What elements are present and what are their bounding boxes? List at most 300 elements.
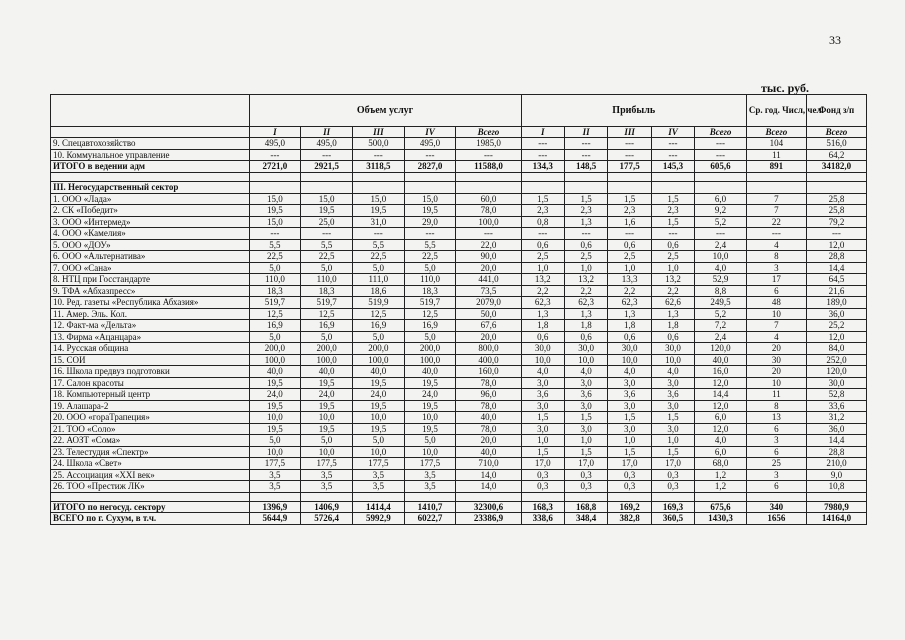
table-row bbox=[51, 331, 867, 343]
value-cell: 2,3 bbox=[564, 205, 607, 217]
value-cell: 12,5 bbox=[352, 308, 404, 320]
value-cell: 891 bbox=[746, 161, 806, 173]
value-cell: 148,5 bbox=[564, 161, 607, 173]
value-cell: 1,0 bbox=[521, 262, 564, 274]
empty-cell bbox=[249, 172, 301, 181]
value-cell: 25,0 bbox=[301, 216, 353, 228]
value-cell: 16,9 bbox=[249, 320, 301, 332]
value-cell: 1,5 bbox=[608, 412, 651, 424]
value-cell: 13,2 bbox=[651, 274, 694, 286]
value-cell: 0,6 bbox=[521, 239, 564, 251]
header-avg-count: Ср. год. Числ, чел. bbox=[746, 95, 806, 127]
value-cell: 22 bbox=[746, 216, 806, 228]
value-cell: 20,0 bbox=[456, 262, 521, 274]
value-cell: 9,0 bbox=[806, 469, 866, 481]
value-cell: 800,0 bbox=[456, 343, 521, 355]
table-row bbox=[51, 205, 867, 217]
value-cell: 18,3 bbox=[249, 285, 301, 297]
table-row bbox=[51, 262, 867, 274]
empty-cell bbox=[249, 181, 301, 193]
value-cell: 360,5 bbox=[651, 513, 694, 525]
empty-cell bbox=[695, 172, 747, 181]
row-label: 14. Русская община bbox=[51, 343, 250, 355]
value-cell: 1,3 bbox=[564, 216, 607, 228]
value-cell: 10,0 bbox=[249, 412, 301, 424]
value-cell: 1,8 bbox=[521, 320, 564, 332]
value-cell: 73,5 bbox=[456, 285, 521, 297]
value-cell: --- bbox=[651, 228, 694, 240]
value-cell: 28,8 bbox=[806, 251, 866, 263]
value-cell: 7 bbox=[746, 320, 806, 332]
value-cell: 1,0 bbox=[608, 262, 651, 274]
value-cell: 200,0 bbox=[249, 343, 301, 355]
value-cell: 177,5 bbox=[301, 458, 353, 470]
value-cell: 3,0 bbox=[608, 423, 651, 435]
value-cell: 62,3 bbox=[564, 297, 607, 309]
value-cell: 1,3 bbox=[651, 308, 694, 320]
value-cell: 2,2 bbox=[521, 285, 564, 297]
value-cell: 19,5 bbox=[301, 423, 353, 435]
value-cell: 17,0 bbox=[521, 458, 564, 470]
value-cell: 19,5 bbox=[301, 205, 353, 217]
row-label: 25. Ассоциация «XXI век» bbox=[51, 469, 250, 481]
table-row bbox=[51, 149, 867, 161]
value-cell: 5,2 bbox=[695, 308, 747, 320]
empty-cell bbox=[352, 181, 404, 193]
value-cell: 16,9 bbox=[352, 320, 404, 332]
value-cell: --- bbox=[695, 138, 747, 150]
value-cell: 519,7 bbox=[404, 297, 456, 309]
value-cell: 0,6 bbox=[564, 239, 607, 251]
table-row bbox=[51, 216, 867, 228]
value-cell: 5,0 bbox=[352, 331, 404, 343]
value-cell: 145,3 bbox=[651, 161, 694, 173]
value-cell: 134,3 bbox=[521, 161, 564, 173]
header-profit: Прибыль bbox=[521, 95, 746, 127]
value-cell: 3,5 bbox=[352, 481, 404, 493]
value-cell: 20 bbox=[746, 343, 806, 355]
value-cell: 10,0 bbox=[651, 354, 694, 366]
value-cell: 1,0 bbox=[608, 435, 651, 447]
value-cell: 5,0 bbox=[301, 262, 353, 274]
value-cell: 110,0 bbox=[301, 274, 353, 286]
table-row bbox=[51, 354, 867, 366]
value-cell: 5,0 bbox=[404, 331, 456, 343]
value-cell: 64,5 bbox=[806, 274, 866, 286]
value-cell: --- bbox=[564, 138, 607, 150]
subheader-cell: I bbox=[521, 127, 564, 138]
value-cell: 17 bbox=[746, 274, 806, 286]
value-cell: 48 bbox=[746, 297, 806, 309]
subheader-cell: Всего bbox=[806, 127, 866, 138]
value-cell: 495,0 bbox=[249, 138, 301, 150]
value-cell: 1410,7 bbox=[404, 501, 456, 513]
value-cell: 2,2 bbox=[564, 285, 607, 297]
value-cell: 6 bbox=[746, 285, 806, 297]
value-cell: 8 bbox=[746, 400, 806, 412]
empty-cell bbox=[608, 492, 651, 501]
value-cell: --- bbox=[651, 149, 694, 161]
value-cell: 18,3 bbox=[301, 285, 353, 297]
value-cell: 18,3 bbox=[404, 285, 456, 297]
value-cell: 5,5 bbox=[404, 239, 456, 251]
row-label: 10. Ред. газеты «Республика Абхазия» bbox=[51, 297, 250, 309]
value-cell: 111,0 bbox=[352, 274, 404, 286]
total-row bbox=[51, 513, 867, 525]
value-cell: 6 bbox=[746, 446, 806, 458]
value-cell: 0,6 bbox=[651, 331, 694, 343]
value-cell: 33,6 bbox=[806, 400, 866, 412]
header-fund: Фонд з/п bbox=[806, 95, 866, 127]
value-cell: 7 bbox=[746, 205, 806, 217]
empty-cell bbox=[608, 181, 651, 193]
table-row bbox=[51, 343, 867, 355]
value-cell: 3,6 bbox=[608, 389, 651, 401]
value-cell: 177,5 bbox=[249, 458, 301, 470]
row-label: 3. ООО «Интермед» bbox=[51, 216, 250, 228]
table-row bbox=[51, 138, 867, 150]
value-cell: 84,0 bbox=[806, 343, 866, 355]
row-label: 12. Факт-ма «Дельта» bbox=[51, 320, 250, 332]
subheader-cell: II bbox=[301, 127, 353, 138]
value-cell: 495,0 bbox=[404, 138, 456, 150]
row-label: 22. АОЗТ «Сома» bbox=[51, 435, 250, 447]
value-cell: 110,0 bbox=[249, 274, 301, 286]
empty-cell bbox=[456, 172, 521, 181]
value-cell: --- bbox=[521, 228, 564, 240]
row-label: ИТОГО по негосуд. сектору bbox=[51, 501, 250, 513]
subheader-cell: II bbox=[564, 127, 607, 138]
value-cell: 6 bbox=[746, 423, 806, 435]
value-cell: 1,0 bbox=[564, 262, 607, 274]
row-label: 20. ООО «гораТрапеция» bbox=[51, 412, 250, 424]
value-cell: 500,0 bbox=[352, 138, 404, 150]
value-cell: 10,0 bbox=[608, 354, 651, 366]
row-label: 24. Школа «Свет» bbox=[51, 458, 250, 470]
header-empty-cell bbox=[51, 95, 250, 127]
value-cell: 200,0 bbox=[352, 343, 404, 355]
row-label: 16. Школа предвуз подготовки bbox=[51, 366, 250, 378]
value-cell: 7980,9 bbox=[806, 501, 866, 513]
value-cell: 0,3 bbox=[521, 481, 564, 493]
value-cell: 2827,0 bbox=[404, 161, 456, 173]
value-cell: 14,4 bbox=[806, 262, 866, 274]
value-cell: 340 bbox=[746, 501, 806, 513]
value-cell: 1414,4 bbox=[352, 501, 404, 513]
value-cell: --- bbox=[521, 138, 564, 150]
row-label: 10. Коммунальное управление bbox=[51, 149, 250, 161]
value-cell: 13,3 bbox=[608, 274, 651, 286]
value-cell: 0,6 bbox=[608, 239, 651, 251]
value-cell: 16,9 bbox=[404, 320, 456, 332]
value-cell: --- bbox=[806, 228, 866, 240]
value-cell: 24,0 bbox=[404, 389, 456, 401]
value-cell: 40,0 bbox=[352, 366, 404, 378]
empty-cell bbox=[746, 172, 806, 181]
value-cell: 3,6 bbox=[521, 389, 564, 401]
value-cell: 160,0 bbox=[456, 366, 521, 378]
value-cell: 0,3 bbox=[564, 469, 607, 481]
value-cell: --- bbox=[608, 149, 651, 161]
subheader-row bbox=[51, 127, 867, 138]
empty-cell bbox=[456, 492, 521, 501]
value-cell: 14164,0 bbox=[806, 513, 866, 525]
value-cell: 19,5 bbox=[249, 400, 301, 412]
value-cell: 5,2 bbox=[695, 216, 747, 228]
value-cell: 24,0 bbox=[249, 389, 301, 401]
value-cell: 40,0 bbox=[456, 446, 521, 458]
value-cell: 10 bbox=[746, 377, 806, 389]
value-cell: 13,2 bbox=[564, 274, 607, 286]
blank-row bbox=[51, 172, 867, 181]
value-cell: 19,5 bbox=[404, 423, 456, 435]
value-cell: 31,0 bbox=[352, 216, 404, 228]
subheader-cell: IV bbox=[651, 127, 694, 138]
value-cell: 1,3 bbox=[521, 308, 564, 320]
empty-cell bbox=[746, 492, 806, 501]
value-cell: 5,5 bbox=[301, 239, 353, 251]
value-cell: 120,0 bbox=[695, 343, 747, 355]
value-cell: 1,0 bbox=[651, 262, 694, 274]
value-cell: 3,0 bbox=[521, 423, 564, 435]
value-cell: 2,2 bbox=[651, 285, 694, 297]
value-cell: 6,0 bbox=[695, 446, 747, 458]
value-cell: 168,3 bbox=[521, 501, 564, 513]
value-cell: 3,0 bbox=[521, 400, 564, 412]
value-cell: 13,2 bbox=[521, 274, 564, 286]
row-label: 26. ТОО «Престиж ЛК» bbox=[51, 481, 250, 493]
empty-cell bbox=[404, 181, 456, 193]
value-cell: 5,0 bbox=[404, 435, 456, 447]
value-cell: --- bbox=[456, 149, 521, 161]
value-cell: 16,0 bbox=[695, 366, 747, 378]
value-cell: 1,5 bbox=[564, 446, 607, 458]
value-cell: 30,0 bbox=[521, 343, 564, 355]
unit-label: тыс. руб. bbox=[761, 81, 809, 95]
value-cell: 168,8 bbox=[564, 501, 607, 513]
value-cell: 249,5 bbox=[695, 297, 747, 309]
empty-cell bbox=[51, 172, 250, 181]
value-cell: 10,0 bbox=[404, 412, 456, 424]
value-cell: 79,2 bbox=[806, 216, 866, 228]
table-row bbox=[51, 481, 867, 493]
value-cell: 12,0 bbox=[695, 423, 747, 435]
table-row bbox=[51, 400, 867, 412]
value-cell: 210,0 bbox=[806, 458, 866, 470]
row-label: 6. ООО «Альтернатива» bbox=[51, 251, 250, 263]
value-cell: 2,5 bbox=[521, 251, 564, 263]
value-cell: 1,5 bbox=[608, 193, 651, 205]
value-cell: 14,0 bbox=[456, 481, 521, 493]
value-cell: 10,0 bbox=[352, 446, 404, 458]
value-cell: 10,0 bbox=[521, 354, 564, 366]
value-cell: 25 bbox=[746, 458, 806, 470]
value-cell: 22,5 bbox=[249, 251, 301, 263]
value-cell: 519,7 bbox=[249, 297, 301, 309]
value-cell: 10,0 bbox=[249, 446, 301, 458]
value-cell: 14,4 bbox=[695, 389, 747, 401]
value-cell: 52,9 bbox=[695, 274, 747, 286]
value-cell: 25,8 bbox=[806, 193, 866, 205]
value-cell: 169,2 bbox=[608, 501, 651, 513]
value-cell: 1,5 bbox=[651, 193, 694, 205]
value-cell: 1,5 bbox=[521, 193, 564, 205]
value-cell: --- bbox=[249, 228, 301, 240]
value-cell: 62,3 bbox=[608, 297, 651, 309]
blank-row bbox=[51, 492, 867, 501]
value-cell: 12,0 bbox=[806, 331, 866, 343]
value-cell: 10 bbox=[746, 308, 806, 320]
value-cell: 30,0 bbox=[564, 343, 607, 355]
value-cell: 9,2 bbox=[695, 205, 747, 217]
value-cell: 24,0 bbox=[352, 389, 404, 401]
value-cell: 0,6 bbox=[651, 239, 694, 251]
value-cell: 2,4 bbox=[695, 239, 747, 251]
value-cell: 7 bbox=[746, 193, 806, 205]
value-cell: 3,5 bbox=[301, 469, 353, 481]
table-row bbox=[51, 366, 867, 378]
row-label: 11. Амер. Эль. Кол. bbox=[51, 308, 250, 320]
value-cell: 4 bbox=[746, 331, 806, 343]
value-cell: 40,0 bbox=[456, 412, 521, 424]
section-title: III. Негосударственный сектор bbox=[51, 181, 250, 193]
value-cell: 22,5 bbox=[352, 251, 404, 263]
table-row bbox=[51, 446, 867, 458]
value-cell: 2721,0 bbox=[249, 161, 301, 173]
empty-cell bbox=[651, 492, 694, 501]
value-cell: 0,3 bbox=[564, 481, 607, 493]
value-cell: 495,0 bbox=[301, 138, 353, 150]
value-cell: 40,0 bbox=[404, 366, 456, 378]
row-label: 15. СОИ bbox=[51, 354, 250, 366]
empty-cell bbox=[695, 181, 747, 193]
value-cell: 5,5 bbox=[352, 239, 404, 251]
value-cell: 12,0 bbox=[806, 239, 866, 251]
value-cell: 1,0 bbox=[564, 435, 607, 447]
value-cell: 0,3 bbox=[608, 469, 651, 481]
value-cell: 19,5 bbox=[249, 377, 301, 389]
value-cell: 100,0 bbox=[301, 354, 353, 366]
value-cell: --- bbox=[651, 138, 694, 150]
row-label: ВСЕГО по г. Сухум, в т.ч. bbox=[51, 513, 250, 525]
value-cell: 100,0 bbox=[456, 216, 521, 228]
value-cell: 5,0 bbox=[301, 435, 353, 447]
value-cell: 4 bbox=[746, 239, 806, 251]
value-cell: 1,2 bbox=[695, 481, 747, 493]
value-cell: 177,5 bbox=[608, 161, 651, 173]
page-number: 33 bbox=[829, 33, 841, 47]
value-cell: 50,0 bbox=[456, 308, 521, 320]
value-cell: 67,6 bbox=[456, 320, 521, 332]
value-cell: 1,5 bbox=[521, 412, 564, 424]
value-cell: 1,8 bbox=[564, 320, 607, 332]
row-label: 4. ООО «Камелия» bbox=[51, 228, 250, 240]
value-cell: 3,6 bbox=[564, 389, 607, 401]
value-cell: 104 bbox=[746, 138, 806, 150]
row-label: 9. Спецавтохозяйство bbox=[51, 138, 250, 150]
value-cell: 12,5 bbox=[404, 308, 456, 320]
value-cell: 18,6 bbox=[352, 285, 404, 297]
value-cell: 7,2 bbox=[695, 320, 747, 332]
value-cell: 5,0 bbox=[249, 262, 301, 274]
empty-cell bbox=[249, 492, 301, 501]
value-cell: 3,5 bbox=[249, 481, 301, 493]
value-cell: 13 bbox=[746, 412, 806, 424]
value-cell: --- bbox=[521, 149, 564, 161]
value-cell: 64,2 bbox=[806, 149, 866, 161]
value-cell: 2,5 bbox=[651, 251, 694, 263]
value-cell: 3,5 bbox=[249, 469, 301, 481]
value-cell: 19,5 bbox=[404, 377, 456, 389]
value-cell: --- bbox=[352, 228, 404, 240]
value-cell: 120,0 bbox=[806, 366, 866, 378]
empty-cell bbox=[404, 172, 456, 181]
row-label: 21. ТОО «Соло» bbox=[51, 423, 250, 435]
subheader-cell: Всего bbox=[695, 127, 747, 138]
value-cell: 78,0 bbox=[456, 400, 521, 412]
value-cell: 3 bbox=[746, 469, 806, 481]
value-cell: 100,0 bbox=[352, 354, 404, 366]
subheader-cell: III bbox=[352, 127, 404, 138]
value-cell: 348,4 bbox=[564, 513, 607, 525]
value-cell: 6022,7 bbox=[404, 513, 456, 525]
value-cell: 8,8 bbox=[695, 285, 747, 297]
value-cell: 1,0 bbox=[521, 435, 564, 447]
value-cell: 3,0 bbox=[521, 377, 564, 389]
value-cell: 19,5 bbox=[404, 205, 456, 217]
value-cell: 8 bbox=[746, 251, 806, 263]
value-cell: 0,3 bbox=[521, 469, 564, 481]
table-row bbox=[51, 389, 867, 401]
value-cell: 22,5 bbox=[404, 251, 456, 263]
value-cell: 11588,0 bbox=[456, 161, 521, 173]
value-cell: 177,5 bbox=[404, 458, 456, 470]
value-cell: 31,2 bbox=[806, 412, 866, 424]
row-label: 8. НТЦ при Госстандарте bbox=[51, 274, 250, 286]
value-cell: --- bbox=[404, 228, 456, 240]
value-cell: 1,5 bbox=[521, 446, 564, 458]
value-cell: 5,0 bbox=[301, 331, 353, 343]
value-cell: 0,6 bbox=[564, 331, 607, 343]
table-row bbox=[51, 412, 867, 424]
empty-cell bbox=[608, 172, 651, 181]
value-cell: 3118,5 bbox=[352, 161, 404, 173]
row-label: 1. ООО «Лада» bbox=[51, 193, 250, 205]
value-cell: 4,0 bbox=[695, 262, 747, 274]
value-cell: 169,3 bbox=[651, 501, 694, 513]
empty-cell bbox=[456, 181, 521, 193]
empty-cell bbox=[564, 492, 607, 501]
empty-cell bbox=[521, 181, 564, 193]
row-label: 7. ООО «Сана» bbox=[51, 262, 250, 274]
value-cell: 1,3 bbox=[564, 308, 607, 320]
value-cell: 10,0 bbox=[352, 412, 404, 424]
value-cell: 2,5 bbox=[608, 251, 651, 263]
value-cell: 0,3 bbox=[651, 481, 694, 493]
value-cell: 177,5 bbox=[352, 458, 404, 470]
subheader-cell: IV bbox=[404, 127, 456, 138]
value-cell: 516,0 bbox=[806, 138, 866, 150]
value-cell: 30,0 bbox=[806, 377, 866, 389]
value-cell: 1,5 bbox=[608, 446, 651, 458]
value-cell: 11 bbox=[746, 389, 806, 401]
value-cell: 30 bbox=[746, 354, 806, 366]
value-cell: 252,0 bbox=[806, 354, 866, 366]
value-cell: 0,3 bbox=[651, 469, 694, 481]
value-cell: 1406,9 bbox=[301, 501, 353, 513]
value-cell: 6 bbox=[746, 481, 806, 493]
empty-cell bbox=[651, 181, 694, 193]
